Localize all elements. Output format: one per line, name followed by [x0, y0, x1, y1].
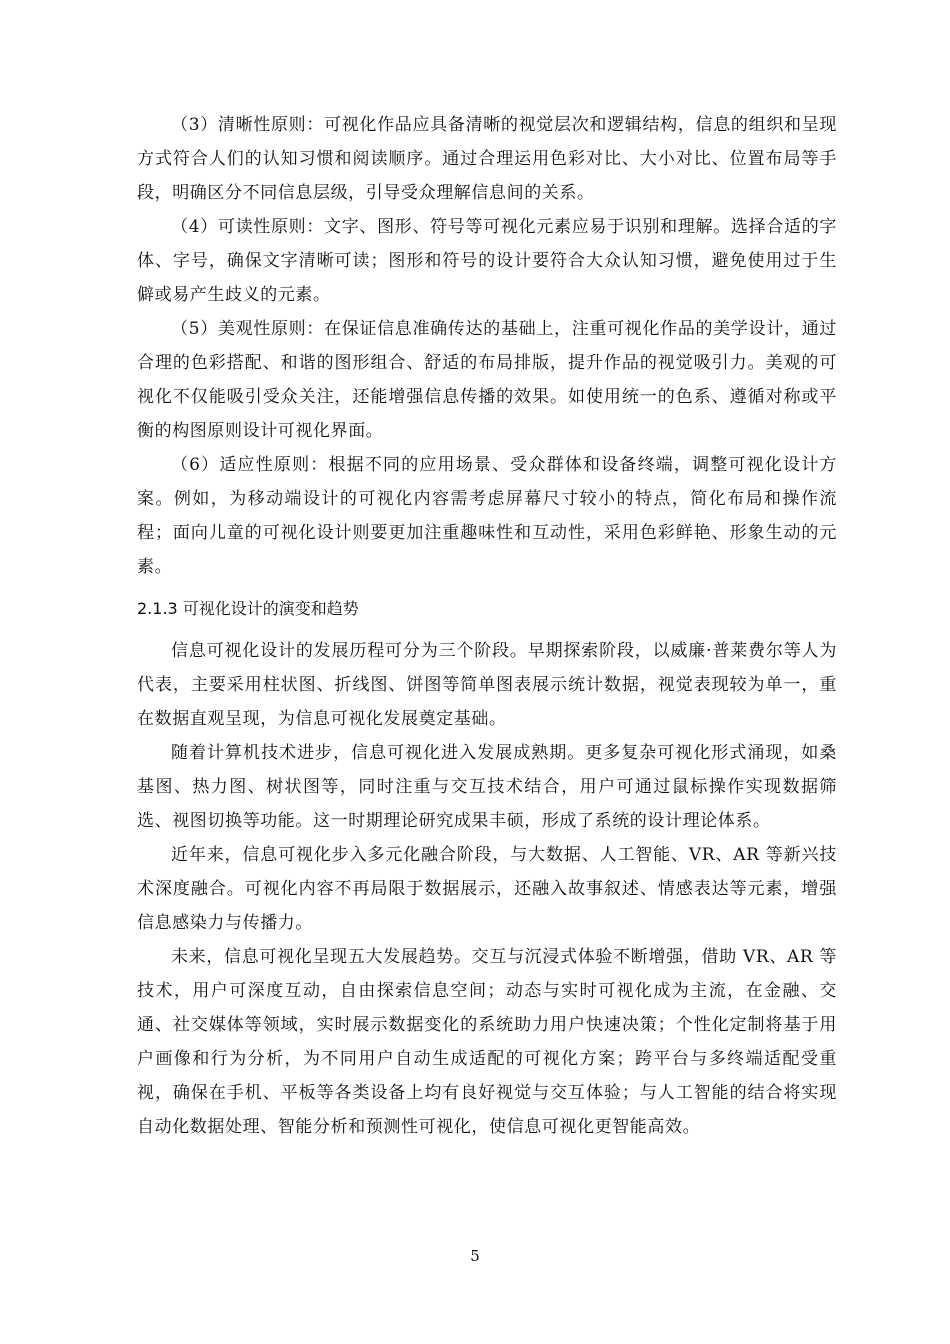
principle-aesthetics-paragraph: （5）美观性原则：在保证信息准确传达的基础上，注重可视化作品的美学设计，通过合理的色彩搭配、和谐的图形组合、舒适的布局排版，提升作品的视觉吸引力。美观的可视化不仅能吸引受众关注，还能增强信息传播的效果。如使用统一的色系、遵循对称或平衡的构图原则设计可视化界面。: [137, 319, 837, 441]
page-number: 5: [470, 1247, 480, 1265]
evolution-fusion-stage-paragraph: 近年来，信息可视化步入多元化融合阶段，与大数据、人工智能、VR、AR 等新兴技术深度融合。可视化内容不再局限于数据展示，还融入故事叙述、情感表达等元素，增强信息感染力与传播力。: [137, 845, 837, 933]
future-trends-paragraph: 未来，信息可视化呈现五大发展趋势。交互与沉浸式体验不断增强，借助 VR、AR 等技术，用户可深度互动，自由探索信息空间；动态与实时可视化成为主流，在金融、交通、社交媒体等领域，实时展示数据变化的系统助力用户快速决策；个性化定制将基于用户画像和行为分析，为不同用户自动生成适配的可视化方案；跨平台与多终端适配受重视，确保在手机、平板等各类设备上均有良好视觉与交互体验；与人工智能的结合将实现自动化数据处理、智能分析和预测性可视化，使信息可视化更智能高效。: [137, 947, 837, 1137]
evolution-early-stage-paragraph: 信息可视化设计的发展历程可分为三个阶段。早期探索阶段，以威廉·普莱费尔等人为代表，主要采用柱状图、折线图、饼图等简单图表展示统计数据，视觉表现较为单一，重在数据直观呈现，为信息可视化发展奠定基础。: [137, 641, 837, 729]
principle-clarity-paragraph: （3）清晰性原则：可视化作品应具备清晰的视觉层次和逻辑结构，信息的组织和呈现方式符合人们的认知习惯和阅读顺序。通过合理运用色彩对比、大小对比、位置布局等手段，明确区分不同信息层级，引导受众理解信息间的关系。: [137, 115, 837, 203]
evolution-mature-stage-paragraph: 随着计算机技术进步，信息可视化进入发展成熟期。更多复杂可视化形式涌现，如桑基图、热力图、树状图等，同时注重与交互技术结合，用户可通过鼠标操作实现数据筛选、视图切换等功能。这一时期理论研究成果丰硕，形成了系统的设计理论体系。: [137, 743, 837, 831]
principle-readability-paragraph: （4）可读性原则：文字、图形、符号等可视化元素应易于识别和理解。选择合适的字体、字号，确保文字清晰可读；图形和符号的设计要符合大众认知习惯，避免使用过于生僻或易产生歧义的元素。: [137, 217, 837, 305]
section-heading: 2.1.3 可视化设计的演变和趋势: [137, 599, 359, 618]
page-body: [137, 108, 837, 1144]
principle-adaptability-paragraph: （6）适应性原则：根据不同的应用场景、受众群体和设备终端，调整可视化设计方案。例如，为移动端设计的可视化内容需考虑屏幕尺寸较小的特点，简化布局和操作流程；面向儿童的可视化设计则要更加注重趣味性和互动性，采用色彩鲜艳、形象生动的元素。: [137, 455, 837, 577]
